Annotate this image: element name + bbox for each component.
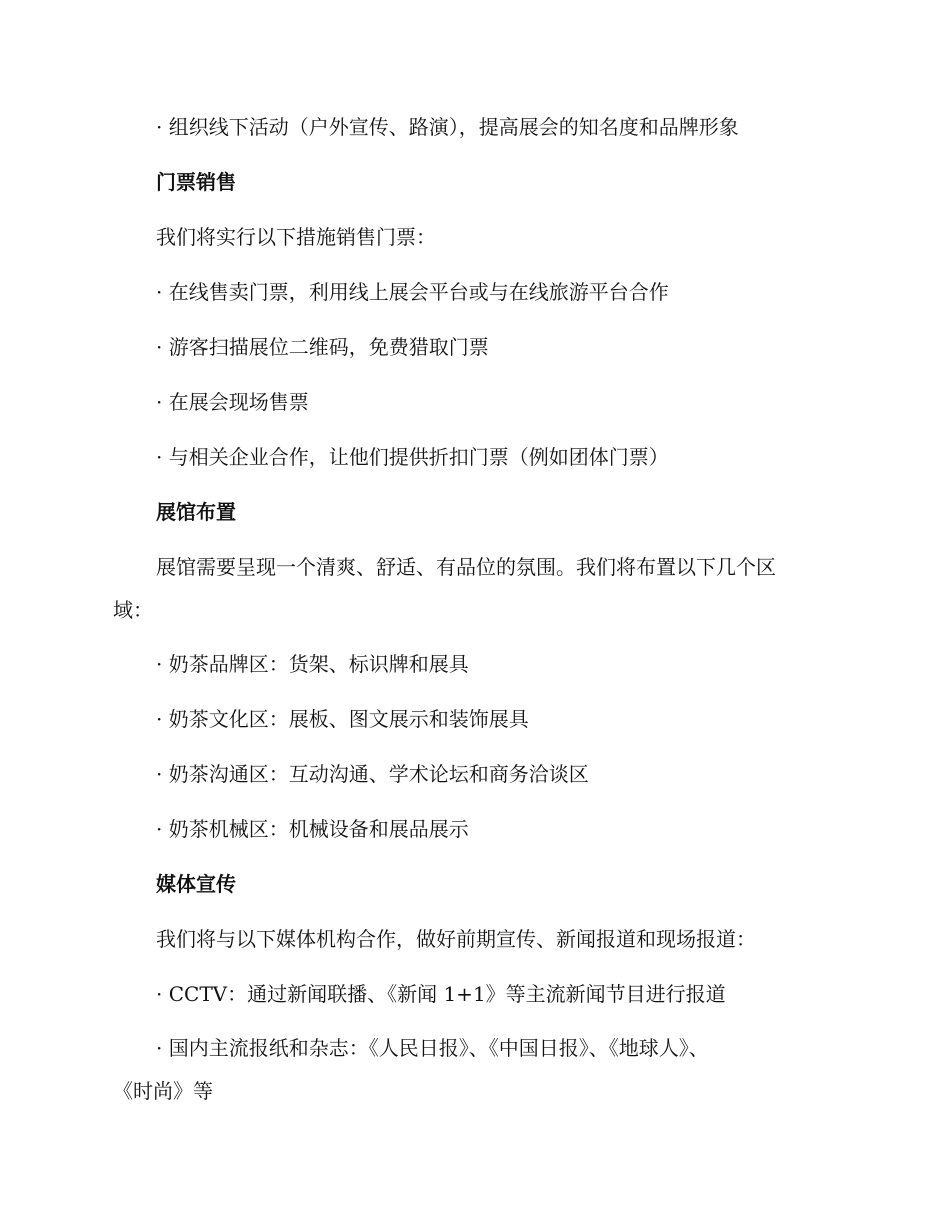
ticket-item-online: · 在线售卖门票，利用线上展会平台或与在线旅游平台合作: [156, 280, 669, 304]
heading-media-promotion: 媒体宣传: [156, 872, 236, 896]
ticket-item-qrcode: · 游客扫描展位二维码，免费猎取门票: [156, 335, 489, 359]
hall-item-culture: · 奶茶文化区：展板、图文展示和装饰展具: [156, 707, 529, 731]
heading-hall-layout: 展馆布置: [156, 500, 236, 524]
hall-item-communication: · 奶茶沟通区：互动沟通、学术论坛和商务洽谈区: [156, 762, 589, 786]
ticket-item-onsite: · 在展会现场售票: [156, 390, 309, 414]
media-item-cctv: · CCTV：通过新闻联播、《新闻 1+1》等主流新闻节目进行报道: [156, 982, 726, 1006]
ticket-intro: 我们将实行以下措施销售门票：: [156, 225, 436, 249]
hall-item-brand: · 奶茶品牌区：货架、标识牌和展具: [156, 652, 469, 676]
media-item-press-line2: 《时尚》等: [113, 1079, 213, 1103]
hall-item-machinery: · 奶茶机械区：机械设备和展品展示: [156, 817, 469, 841]
bullet-offline-activity: · 组织线下活动（户外宣传、路演），提高展会的知名度和品牌形象: [156, 115, 739, 139]
heading-ticket-sales: 门票销售: [156, 170, 236, 194]
hall-intro-line2: 域：: [113, 598, 153, 622]
media-item-press-line1: · 国内主流报纸和杂志：《人民日报》、《中国日报》、《地球人》、: [156, 1036, 709, 1060]
hall-intro-line1: 展馆需要呈现一个清爽、舒适、有品位的氛围。我们将布置以下几个区: [156, 555, 776, 579]
media-intro: 我们将与以下媒体机构合作，做好前期宣传、新闻报道和现场报道：: [156, 927, 756, 951]
ticket-item-discount: · 与相关企业合作，让他们提供折扣门票（例如团体门票）: [156, 445, 669, 469]
